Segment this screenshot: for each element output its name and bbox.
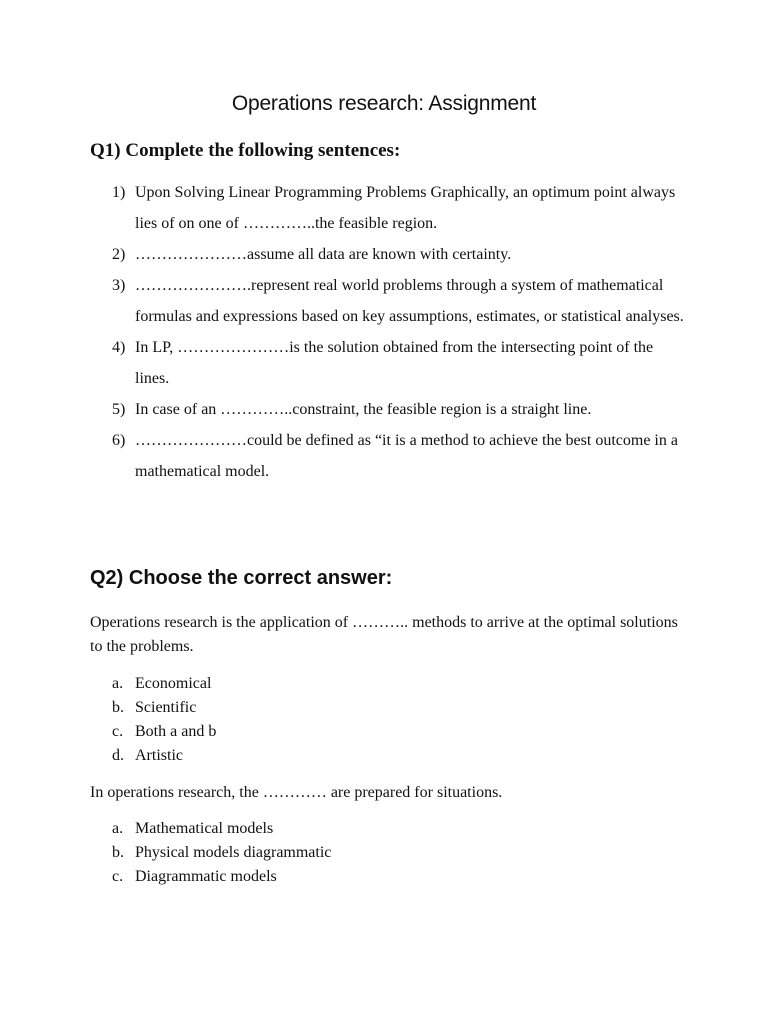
option-text: Physical models diagrammatic [135, 844, 332, 861]
list-item [90, 865, 331, 889]
q2-question-2-options [90, 817, 331, 889]
item-number: 5) [112, 401, 126, 418]
option-text: Mathematical models [135, 820, 274, 837]
option-text: Economical [135, 675, 212, 692]
option-letter: c. [112, 723, 124, 740]
list-item [90, 817, 331, 841]
list-item [90, 239, 690, 270]
item-number: 6) [112, 432, 126, 449]
option-letter: c. [112, 868, 124, 885]
q1-heading: Q1) Complete the following sentences: [90, 140, 401, 161]
list-item [90, 394, 690, 425]
list-item [90, 672, 216, 696]
list-item [90, 270, 690, 332]
option-text: Diagrammatic models [135, 868, 277, 885]
item-number: 3) [112, 277, 126, 294]
q2-heading: Q2) Choose the correct answer: [90, 567, 393, 589]
list-item [90, 720, 216, 744]
list-item [90, 425, 690, 487]
list-item [90, 177, 690, 239]
list-item [90, 332, 690, 394]
option-text: Scientific [135, 699, 197, 716]
option-letter: b. [112, 699, 124, 716]
item-text: In case of an …………..constraint, the feasible region is a straight line. [135, 401, 592, 418]
item-number: 2) [112, 246, 126, 263]
item-text: In LP, …………………is the solution obtained from the intersecting point of the lines. [135, 339, 654, 387]
q2-question-1-options [90, 672, 216, 768]
q2-question-2-text: In operations research, the ………… are prepared for situations. [90, 784, 503, 801]
item-text: …………………assume all data are known with certainty. [135, 246, 512, 263]
option-letter: a. [112, 675, 124, 692]
option-letter: b. [112, 844, 124, 861]
item-text: ………………….represent real world problems through a system of mathematical formulas and expressions based on key assumptions, estimates, or statistical analyses. [135, 277, 684, 325]
option-letter: d. [112, 747, 124, 764]
page-title: Operations research: Assignment [231, 92, 537, 115]
q2-question-1-text: Operations research is the application of ……….. methods to arrive at the optimal solutions to the problems. [90, 614, 678, 655]
item-number: 4) [112, 339, 126, 356]
list-item [90, 696, 216, 720]
q1-sentence-list [90, 177, 690, 487]
item-number: 1) [112, 184, 126, 201]
list-item [90, 744, 216, 768]
item-text: Upon Solving Linear Programming Problems Graphically, an optimum point always lies of on one of …………..the feasible region. [135, 184, 676, 232]
item-text: …………………could be defined as “it is a method to achieve the best outcome in a mathematical model. [135, 432, 678, 480]
option-text: Artistic [135, 747, 183, 764]
list-item [90, 841, 331, 865]
option-letter: a. [112, 820, 124, 837]
option-text: Both a and b [135, 723, 217, 740]
